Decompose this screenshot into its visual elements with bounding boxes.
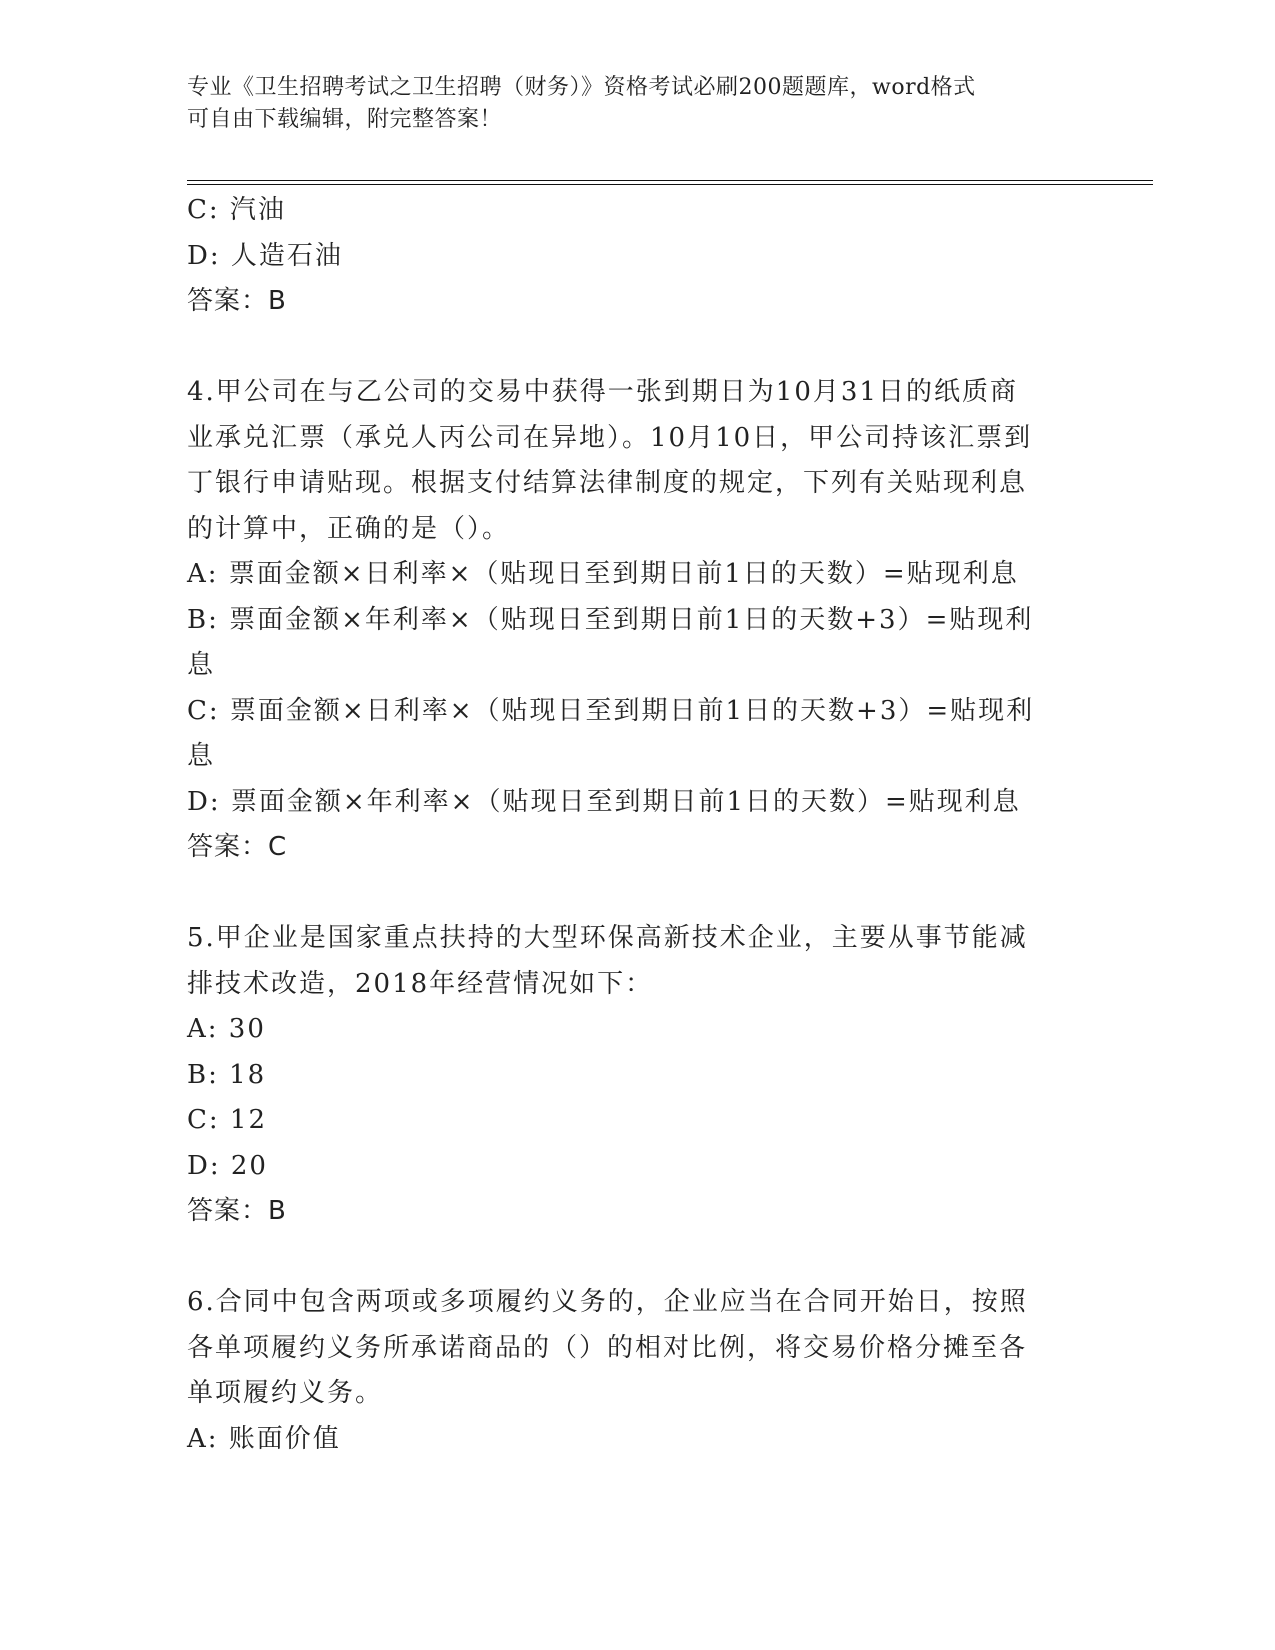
q4-option-c: C: 票面金额×日利率×（贴现日至到期日前1日的天数+3）=贴现利 — [187, 695, 1035, 726]
q5-stem-line-2: 排技术改造，2018年经营情况如下： — [187, 968, 654, 999]
q3-answer: 答案：B — [187, 286, 287, 316]
q4-stem-line-2: 业承兑汇票（承兑人丙公司在异地）。10月10日，甲公司持该汇票到 — [187, 422, 1033, 453]
q4-option-a: A: 票面金额×日利率×（贴现日至到期日前1日的天数）=贴现利息 — [187, 559, 1019, 589]
q4-option-c-cont: 息 — [187, 741, 216, 771]
q4-option-b-cont: 息 — [187, 650, 216, 680]
q3-option-c: C: 汽油 — [187, 195, 286, 225]
spacer — [187, 871, 1087, 917]
q6-stem-line-3: 单项履约义务。 — [187, 1378, 384, 1408]
header-title-line-1: 专业《卫生招聘考试之卫生招聘（财务）》资格考试必刷200题题库，word格式 — [187, 75, 976, 100]
q4-option-b: B: 票面金额×年利率×（贴现日至到期日前1日的天数+3）=贴现利 — [187, 604, 1034, 635]
q6-stem-line-1: 6.合同中包含两项或多项履约义务的，企业应当在合同开始日，按照 — [187, 1287, 1028, 1317]
q5-answer: 答案：B — [187, 1196, 287, 1226]
question-3 — [187, 188, 1087, 325]
q4-option-d: D: 票面金额×年利率×（贴现日至到期日前1日的天数）=贴现利息 — [187, 786, 1021, 817]
q5-option-a: A: 30 — [187, 1014, 266, 1044]
spacer — [187, 325, 1087, 371]
header-rule-top — [187, 180, 1153, 181]
question-content — [187, 188, 1087, 1462]
header-rule-bottom — [187, 184, 1153, 185]
q4-stem-line-3: 丁银行申请贴现。根据支付结算法律制度的规定，下列有关贴现利息 — [187, 468, 1028, 498]
q6-stem-line-2: 各单项履约义务所承诺商品的（）的相对比例，将交易价格分摊至各 — [187, 1332, 1028, 1363]
q4-stem-line-4: 的计算中，正确的是（）。 — [187, 513, 511, 544]
q5-option-b: B: 18 — [187, 1059, 267, 1090]
q5-stem-line-1: 5.甲企业是国家重点扶持的大型环保高新技术企业，主要从事节能减 — [187, 923, 1028, 953]
q5-option-c: C: 12 — [187, 1105, 268, 1135]
question-6 — [187, 1280, 1087, 1462]
document-header — [187, 72, 1067, 136]
spacer — [187, 1235, 1087, 1281]
header-title-line-2: 可自由下载编辑，附完整答案！ — [187, 107, 503, 132]
q4-stem-line-1: 4.甲公司在与乙公司的交易中获得一张到期日为10月31日的纸质商 — [187, 377, 1018, 407]
question-4 — [187, 370, 1087, 871]
question-5 — [187, 916, 1087, 1235]
q4-answer: 答案：C — [187, 832, 288, 862]
q6-option-a: A: 账面价值 — [187, 1423, 341, 1454]
q3-option-d: D: 人造石油 — [187, 240, 343, 271]
q5-option-d: D: 20 — [187, 1150, 268, 1181]
